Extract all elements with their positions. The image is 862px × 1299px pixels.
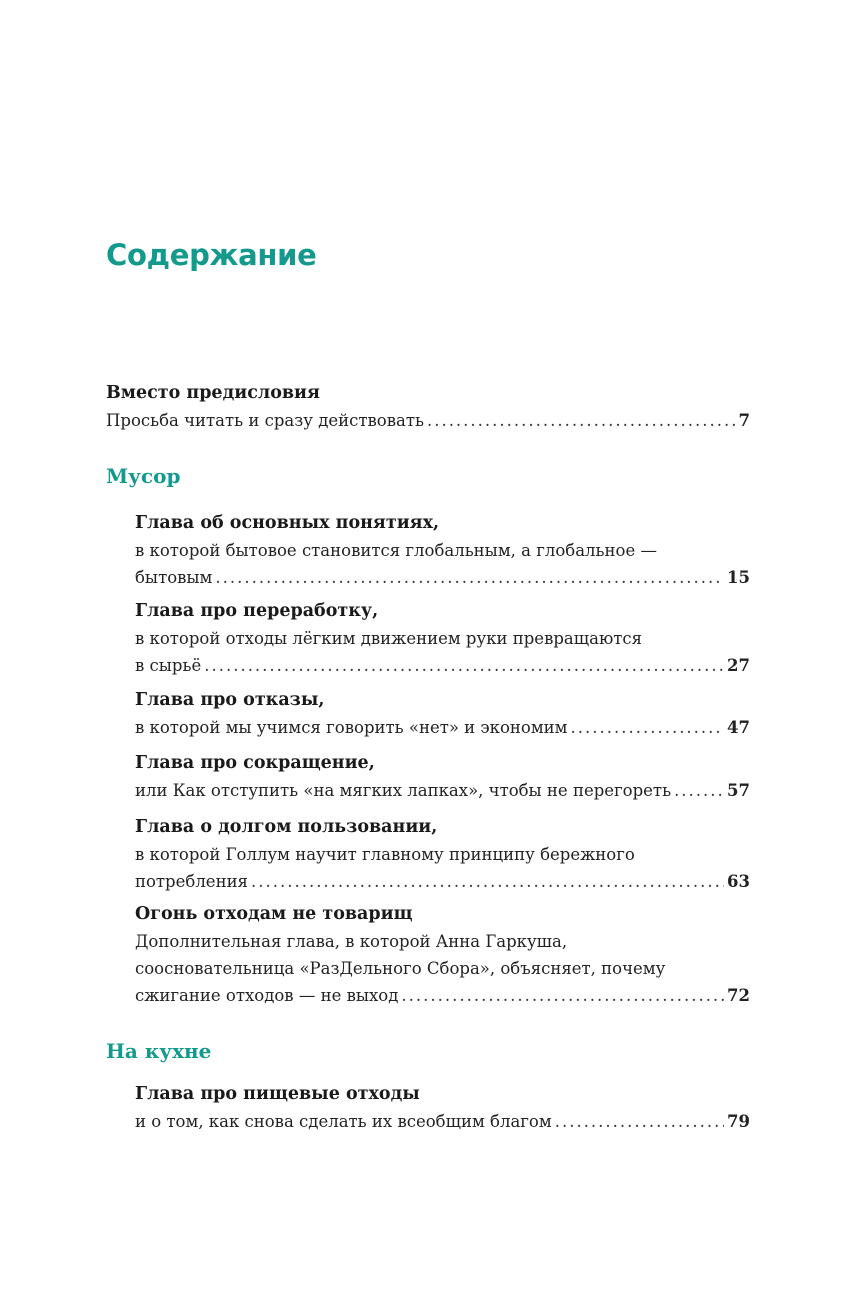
dot-leader [427, 407, 736, 434]
toc-entry [135, 814, 750, 895]
page-number: 47 [727, 718, 750, 737]
toc-line [135, 652, 750, 679]
page-number: 72 [727, 986, 750, 1005]
toc-line [106, 407, 750, 434]
dot-leader [204, 652, 724, 679]
page-number: 79 [727, 1112, 750, 1131]
page-number: 7 [738, 411, 750, 430]
toc-line [135, 564, 750, 591]
section-title: На кухне [106, 1039, 212, 1063]
entry-heading: Глава про пищевые отходы [135, 1084, 420, 1104]
entry-heading: Глава про переработку, [135, 601, 379, 621]
toc-entry-intro [106, 380, 750, 434]
page-title: Содержание [106, 238, 317, 272]
page-number: 57 [727, 781, 750, 800]
entry-text: или Как отступить «на мягких лапках», чтобы не перегореть [135, 781, 672, 800]
dot-leader [571, 714, 725, 741]
entry-heading: Глава про сокращение, [135, 753, 375, 773]
dot-leader [555, 1108, 724, 1135]
page-number: 27 [727, 656, 750, 675]
entry-heading: Огонь отходам не товарищ [135, 904, 413, 924]
toc-line [135, 714, 750, 741]
entry-text: в которой мы учимся говорить «нет» и экономим [135, 718, 568, 737]
dot-leader [215, 564, 724, 591]
entry-text: в которой Голлум научит главному принципу бережного [135, 845, 635, 864]
dot-leader [674, 777, 724, 804]
dot-leader [251, 868, 724, 895]
entry-text: бытовым [135, 568, 213, 587]
entry-text: и о том, как снова сделать их всеобщим благом [135, 1112, 552, 1131]
entry-heading: Вместо предисловия [106, 383, 320, 403]
entry-text: Дополнительная глава, в которой Анна Гаркуша, [135, 932, 568, 951]
page-number: 63 [727, 872, 750, 891]
toc-entry [135, 598, 750, 679]
toc-entry [135, 1081, 750, 1135]
section-title: Мусор [106, 464, 181, 488]
dot-leader [401, 982, 724, 1009]
toc-line [135, 982, 750, 1009]
entry-heading: Глава о долгом пользовании, [135, 817, 438, 837]
entry-text: Просьба читать и сразу действовать [106, 411, 424, 430]
page-number: 15 [727, 568, 750, 587]
entry-text: в сырьё [135, 656, 202, 675]
toc-entry [135, 687, 750, 741]
entry-heading: Глава об основных понятиях, [135, 513, 440, 533]
toc-line [135, 1108, 750, 1135]
toc-line [135, 868, 750, 895]
toc-entry [135, 901, 750, 1009]
entry-text: потребления [135, 872, 248, 891]
entry-heading: Глава про отказы, [135, 690, 325, 710]
entry-text: соосновательница «РазДельного Сбора», объясняет, почему [135, 959, 666, 978]
toc-line [135, 777, 750, 804]
toc-entry [135, 750, 750, 804]
entry-text: в которой отходы лёгким движением руки превращаются [135, 629, 643, 648]
entry-text: в которой бытовое становится глобальным, а глобальное — [135, 541, 657, 560]
toc-entry [135, 510, 750, 591]
entry-text: сжигание отходов — не выход [135, 986, 399, 1005]
